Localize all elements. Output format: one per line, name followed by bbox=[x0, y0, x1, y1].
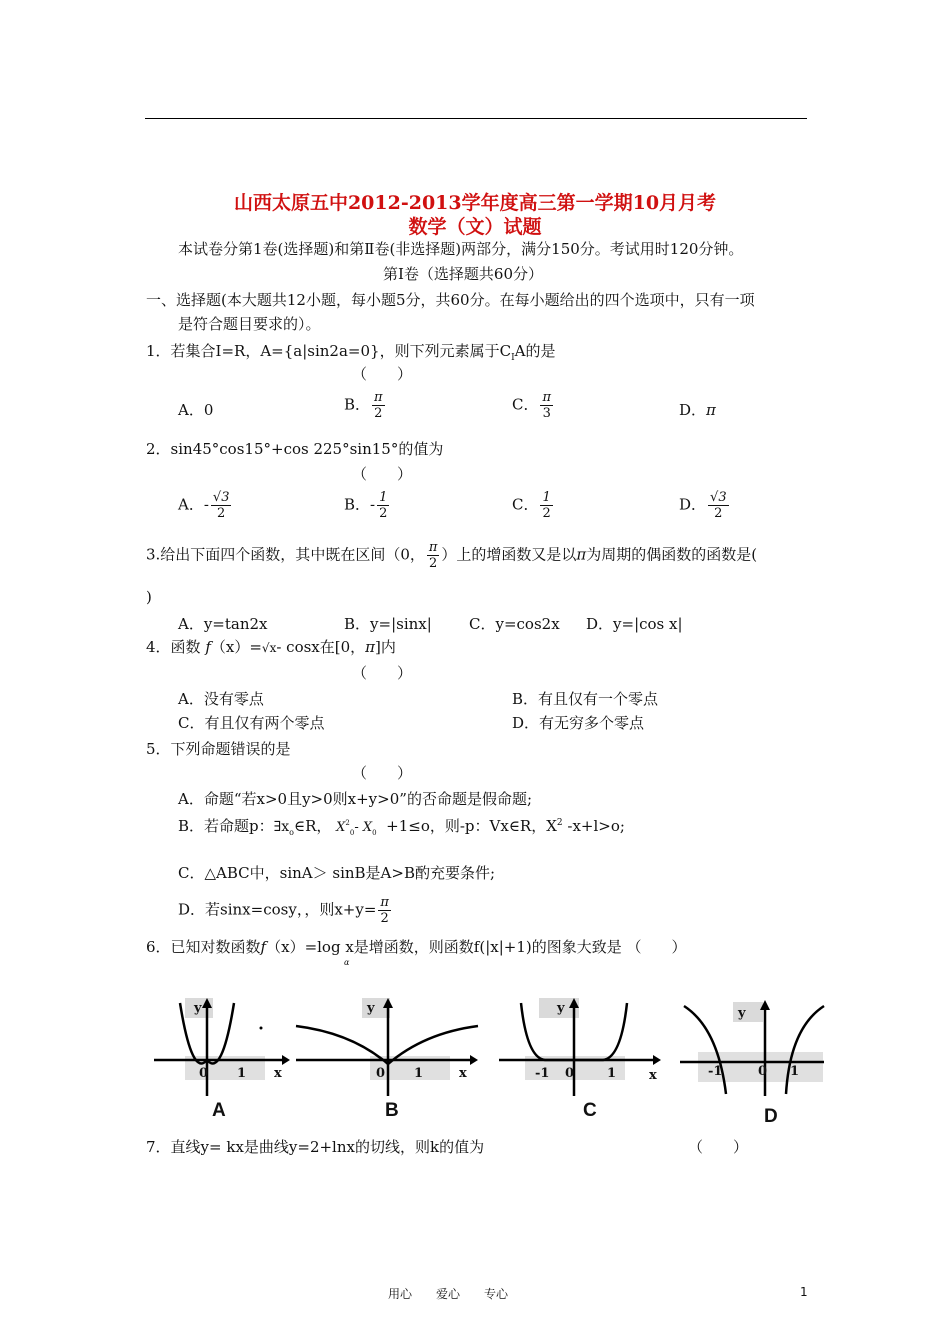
graph-c-one-label: 1 bbox=[607, 1066, 617, 1081]
graph-d-y-label: y bbox=[738, 1006, 746, 1021]
q3-option-d: D．y=|cos x| bbox=[586, 615, 683, 633]
q1-answer-bracket: （ ） bbox=[352, 365, 413, 383]
q3-option-b: B．y=|sinx| bbox=[344, 615, 432, 633]
graph-a-y-label: y bbox=[194, 1001, 202, 1016]
q4-option-d: D．有无穷多个零点 bbox=[512, 714, 645, 732]
graph-a-one-label: 1 bbox=[237, 1066, 247, 1081]
q7-stem: 7．直线y= kx是曲线y=2+lnx的切线，则k的值为 bbox=[146, 1138, 485, 1156]
graph-b-caption: B bbox=[385, 1100, 399, 1121]
q2-option-c: C． $\frac{1}{2}$ bbox=[512, 490, 551, 521]
graph-c-neg-one-label: -1 bbox=[535, 1066, 550, 1081]
q1-option-c: C． $\frac{\pi}{3}$ bbox=[512, 390, 552, 421]
exam-title-line2: 数学（文）试题 bbox=[408, 216, 542, 238]
footer-slogan: 用心 爱心 专心 bbox=[388, 1287, 509, 1301]
q4-stem: 4．函数 f（x）=√x- cosx在[0，π]内 bbox=[146, 638, 396, 656]
graph-c-plot bbox=[497, 998, 667, 1098]
graph-c bbox=[497, 998, 667, 1098]
graph-b-one-label: 1 bbox=[414, 1066, 424, 1081]
graph-d-origin-label: 0 bbox=[758, 1064, 768, 1079]
graph-d-one-label: 1 bbox=[790, 1064, 800, 1079]
graph-a bbox=[152, 998, 292, 1098]
q5-option-d: D．若sinx=cosy，，则x+y= $\frac{\pi}{2}$ bbox=[178, 895, 389, 926]
q2-option-d: D． $\frac{√3}{2}$ bbox=[679, 490, 727, 521]
section-heading: 第Ⅰ卷（选择题共60分） bbox=[383, 265, 544, 283]
q4-option-a: A．没有零点 bbox=[178, 690, 264, 708]
graph-b-y-label: y bbox=[367, 1001, 375, 1016]
q3-option-c: C．y=cos2x bbox=[469, 615, 560, 633]
q5-option-b: B．若命题p：$\exists x_o\in R$， $X^2_0-$ $X_0 +1\le o$，则-p：Vx∈R，$X^2$ -x+l>o; bbox=[178, 817, 625, 837]
graph-d-caption: D bbox=[764, 1106, 778, 1127]
q2-option-b: B．- $\frac{1}{2}$ bbox=[344, 490, 388, 521]
graph-b-origin-label: 0 bbox=[376, 1066, 386, 1081]
q5-option-a: A．命题“若x>0且y>0则x+y>0”的否命题是假命题; bbox=[178, 790, 532, 808]
instructions-line1: 一、选择题(本大题共12小题，每小题5分，共60分。在每小题给出的四个选项中，只有一项 bbox=[146, 291, 755, 309]
q4-option-b: B．有且仅有一个零点 bbox=[512, 690, 659, 708]
q5-stem: 5．下列命题错误的是 bbox=[146, 740, 291, 758]
q1-option-d: D．π bbox=[679, 401, 716, 419]
q5-answer-bracket: （ ） bbox=[352, 764, 413, 782]
graph-c-origin-label: 0 bbox=[565, 1066, 575, 1081]
graph-b bbox=[292, 998, 482, 1098]
graph-c-caption: C bbox=[583, 1100, 597, 1121]
graph-a-caption: A bbox=[212, 1100, 226, 1121]
q4-answer-bracket: （ ） bbox=[352, 664, 413, 682]
q1-stem: 1．若集合I=R，A={a|sin2a=0}，则下列元素属于$C_IA$的是 bbox=[146, 342, 556, 363]
graph-c-y-label: y bbox=[557, 1001, 565, 1016]
q3-stem-close: ) bbox=[146, 588, 152, 606]
intro-text: 本试卷分第1卷(选择题)和第Ⅱ卷(非选择题)两部分，满分150分。考试用时120分钟。 bbox=[178, 240, 744, 258]
graph-d bbox=[678, 998, 828, 1098]
q6-stem: 6．已知对数函数f（x）=log x是增函数，则函数f(|x|+1)的图象大致是 （ ） bbox=[146, 938, 687, 956]
q2-option-a: A．- $\frac{√3}{2}$ bbox=[178, 490, 230, 521]
q4-option-c: C．有且仅有两个零点 bbox=[178, 714, 325, 732]
page-number: 1 bbox=[800, 1285, 808, 1299]
q3-option-a: A．y=tan2x bbox=[178, 615, 268, 633]
header-rule bbox=[145, 118, 807, 119]
graph-b-x-label: x bbox=[459, 1066, 467, 1081]
q1-option-a: A．0 bbox=[178, 401, 214, 419]
graph-a-plot bbox=[152, 998, 292, 1098]
q2-answer-bracket: （ ） bbox=[352, 465, 413, 483]
exam-title-line1: 山西太原五中2012-2013学年度高三第一学期10月月考 bbox=[233, 192, 717, 214]
graph-d-plot bbox=[678, 998, 828, 1098]
graph-a-origin-label: 0 bbox=[199, 1066, 209, 1081]
q1-option-b: B． $\frac{\pi}{2}$ bbox=[344, 390, 383, 421]
q7-answer-bracket: （ ） bbox=[688, 1138, 749, 1156]
q5-option-c: C．△ABC中，sinA＞ sinB是A>B酌充要条件; bbox=[178, 864, 496, 882]
graph-b-plot bbox=[292, 998, 482, 1098]
graph-a-x-label: x bbox=[274, 1066, 282, 1081]
graph-d-neg-one-label: -1 bbox=[708, 1064, 723, 1079]
q2-stem: 2．sin45°cos15°+cos 225°sin15°的值为 bbox=[146, 440, 444, 458]
instructions-line2: 是符合题目要求的）。 bbox=[178, 315, 321, 333]
q6-log-base: α bbox=[344, 958, 350, 967]
graph-c-x-label: x bbox=[649, 1068, 657, 1083]
q3-stem: 3.给出下面四个函数，其中既在区间（0， $\frac{\pi}{2}$ ）上的增函数又是以π为周期的偶函数的函数是( bbox=[146, 540, 758, 571]
